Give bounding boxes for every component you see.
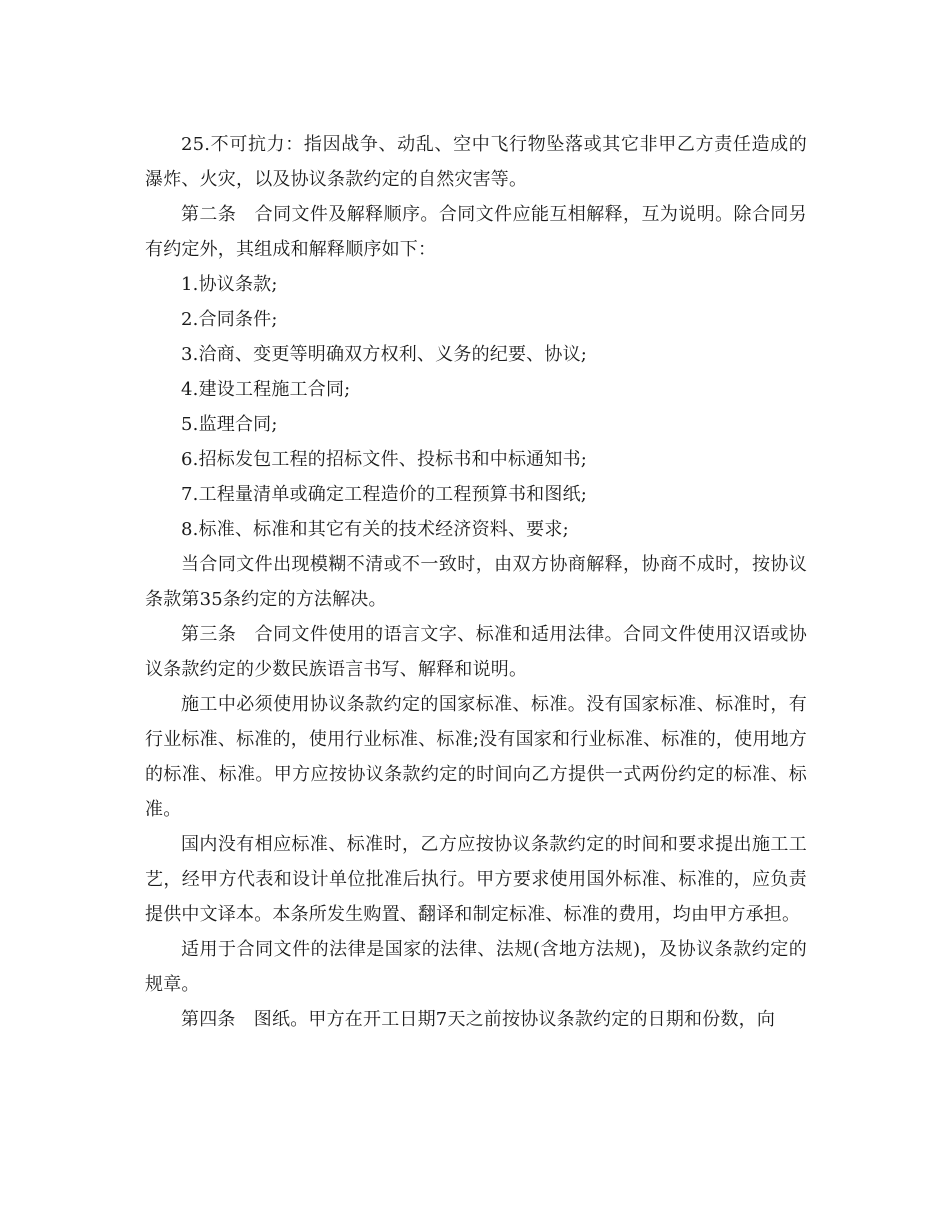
list-item: 4.建设工程施工合同; (181, 379, 351, 400)
list-item: 7.工程量清单或确定工程造价的工程预算书和图纸; (181, 484, 588, 505)
paragraph-foreign-standards: 国内没有相应标准、标准时，乙方应按协议条款约定的时间和要求提出施工工艺，经甲方代表和设计单位批准后执行。甲方要求使用国外标准、标准的，应负责提供中文译本。本条所发生购置、翻译和制定标准、标准的费用，均由甲方承担。 (145, 834, 807, 925)
document-body (145, 127, 807, 1037)
paragraph-article-3: 第三条 合同文件使用的语言文字、标准和适用法律。合同文件使用汉语或协议条款约定的少数民族语言书写、解释和说明。 (145, 624, 807, 680)
paragraph-article-4: 第四条 图纸。甲方在开工日期7天之前按协议条款约定的日期和份数，向 (181, 1009, 776, 1030)
list-item: 6.招标发包工程的招标文件、投标书和中标通知书; (181, 449, 588, 470)
list-item: 5.监理合同; (181, 414, 278, 435)
paragraph-standards: 施工中必须使用协议条款约定的国家标准、标准。没有国家标准、标准时，有行业标准、标准的，使用行业标准、标准;没有国家和行业标准、标准的，使用地方的标准、标准。甲方应按协议条款约定的时间向乙方提供一式两份约定的标准、标准。 (145, 694, 807, 820)
list-item: 1.协议条款; (181, 274, 278, 295)
list-item: 8.标准、标准和其它有关的技术经济资料、要求; (181, 519, 569, 540)
paragraph-force-majeure: 25.不可抗力：指因战争、动乱、空中飞行物坠落或其它非甲乙方责任造成的瀑炸、火灾，以及协议条款约定的自然灾害等。 (145, 134, 807, 190)
list-item: 2.合同条件; (181, 309, 278, 330)
paragraph-article-2: 第二条 合同文件及解释顺序。合同文件应能互相解释，互为说明。除合同另有约定外，其组成和解释顺序如下： (145, 204, 807, 260)
paragraph-ambiguity: 当合同文件出现模糊不清或不一致时，由双方协商解释，协商不成时，按协议条款第35条约定的方法解决。 (145, 554, 807, 610)
paragraph-applicable-law: 适用于合同文件的法律是国家的法律、法规(含地方法规)，及协议条款约定的规章。 (145, 939, 807, 995)
list-item: 3.洽商、变更等明确双方权利、义务的纪要、协议; (181, 344, 588, 365)
